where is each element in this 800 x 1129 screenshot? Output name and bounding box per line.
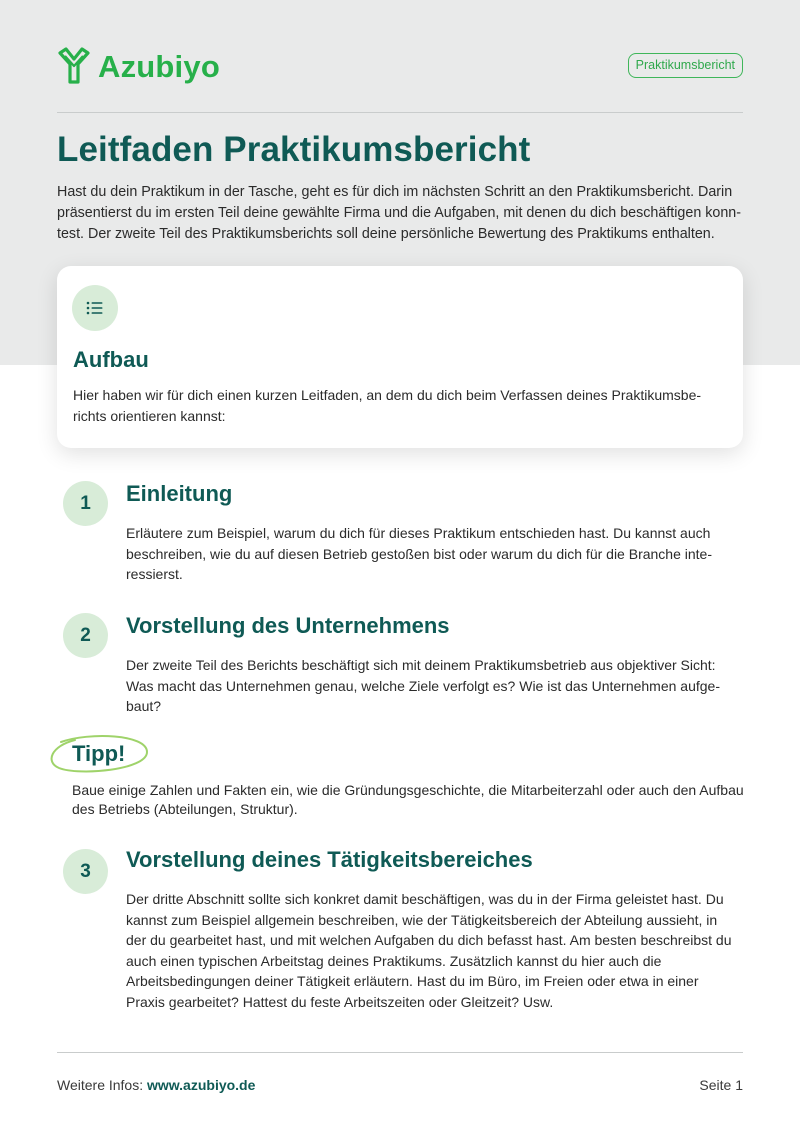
section-text: Der zweite Teil des Berichts beschäftigt sich mit deinem Praktikumsbetrieb aus objektiver Sicht: Was macht das Unternehmen genau, welche Ziele verfolgt es? Wie ist das Unternehmen aufgebaut? (126, 657, 721, 714)
section-text: Der dritte Abschnitt sollte sich konkret damit beschäftigen, was du in der Firma geleistet hast. Du kannst zum Beispiel allgemein beschreiben, wie der Tätigkeitsbereich der Abteilung aussieht, in der du gearbeitet hast, und mit welchen Aufgaben du dich befasst hast. Am besten beschreibst du auch einen typischen Arbeitstag deines Praktikums. Zusätzlich kannst du hier auch die Arbeitsbedingungen deiner Tätigkeit erläutern. Hast du im Büro, im Freien oder etwa in einer Praxis gearbeitet? Hattest du feste Arbeitszeiten oder Gleitzeit? Usw. (126, 891, 732, 1010)
section-title: Vorstellung des Unternehmens (126, 613, 450, 638)
structure-card (57, 266, 743, 448)
azubiyo-logo-icon (56, 47, 92, 87)
brand-name: Azubiyo (98, 49, 220, 84)
section-text: Erläutere zum Beispiel, warum du dich für dieses Praktikum entschieden hast. Du kannst auch beschreiben, wie du auf diesen Betrieb gestoßen bist oder warum du dich für die Branche interessierst. (126, 525, 713, 582)
section-title: Einleitung (126, 481, 233, 506)
website-link[interactable]: www.azubiyo.de (147, 1077, 256, 1093)
intro-paragraph: Hast du dein Praktikum in der Tasche, geht es für dich im nächsten Schritt an den Praktikumsbericht. Darin präsentierst du im ersten Teil deine gewählte Firma und die Aufgaben, mit denen du dich beschäftigen konntest. Der zweite Teil des Praktikumsberichts soll deine persönliche Bewertung des Praktikums enthalten. (57, 184, 742, 242)
category-tag: Praktikumsbericht (628, 53, 743, 78)
section-number-badge: 1 (63, 481, 108, 526)
section-number-badge: 3 (63, 849, 108, 894)
card-text: Hier haben wir für dich einen kurzen Leitfaden, an dem du dich beim Verfassen deines Praktikumsberichts orientieren kannst: (73, 387, 702, 424)
section-number-badge: 2 (63, 613, 108, 658)
footer-divider (57, 1052, 743, 1053)
list-icon (72, 285, 118, 331)
header-divider (57, 112, 743, 113)
footer-info-label: Weitere Infos: (57, 1077, 144, 1093)
azubiyo-logo[interactable] (56, 47, 220, 87)
page-number: Seite 1 (699, 1077, 743, 1093)
footer-info (57, 1077, 255, 1093)
card-title: Aufbau (73, 347, 149, 372)
tip-label: Tipp! (72, 741, 126, 766)
tip-text: Baue einige Zahlen und Fakten ein, wie die Gründungsgeschichte, die Mitarbeiterzahl oder auch den Aufbau des Betriebs (Abteilungen, Struktur). (72, 782, 744, 817)
section-title: Vorstellung deines Tätigkeitsbereiches (126, 847, 533, 872)
page-title: Leitfaden Praktikumsbericht (57, 130, 531, 169)
